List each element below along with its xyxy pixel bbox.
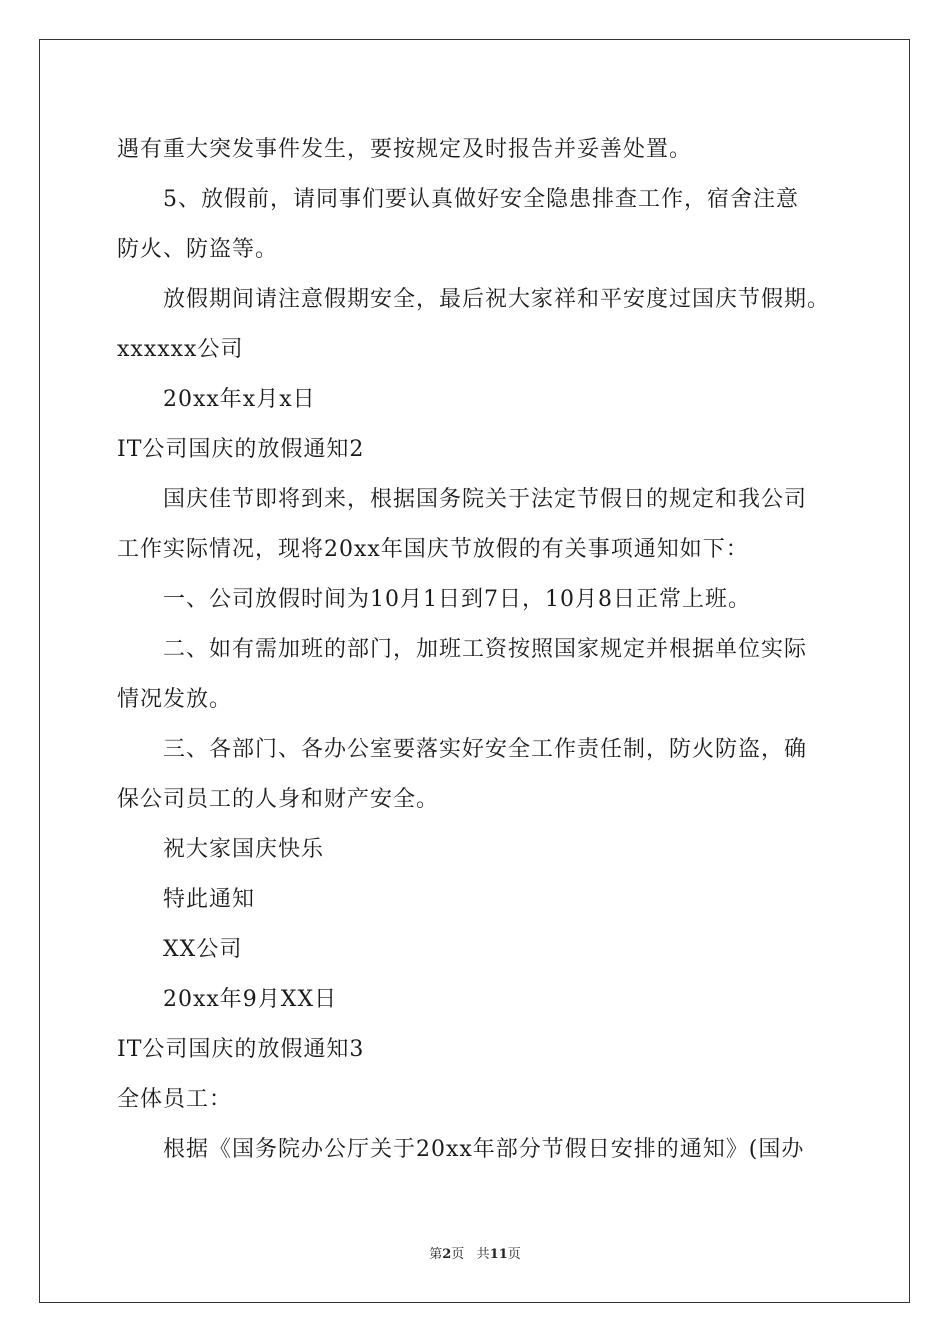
total-suffix: 页 (507, 1247, 521, 1262)
body-line-3: 防火、防盗等。 (117, 237, 279, 262)
page-footer (0, 1246, 950, 1264)
body-line-5: 国庆佳节即将到来，根据国务院关于法定节假日的规定和我公司 (163, 487, 808, 512)
body-line-6: 工作实际情况，现将20xx年国庆节放假的有关事项通知如下： (117, 537, 749, 562)
body-line-8: 二、如有需加班的部门，加班工资按照国家规定并根据单位实际 (163, 637, 808, 662)
total-prefix: 共 (476, 1247, 490, 1262)
section-heading-3: IT公司国庆的放假通知3 (117, 1037, 365, 1062)
body-line-11: 保公司员工的人身和财产安全。 (117, 787, 440, 812)
page-prefix: 第 (429, 1247, 443, 1262)
company-signature-2: XX公司 (163, 937, 243, 962)
body-line-1: 遇有重大突发事件发生，要按规定及时报告并妥善处置。 (117, 137, 693, 162)
body-line-12: 根据《国务院办公厅关于20xx年部分节假日安排的通知》(国办 (163, 1137, 805, 1162)
company-signature: xxxxxx公司 (117, 337, 244, 362)
body-line-4: 放假期间请注意假期安全，最后祝大家祥和平安度过国庆节假期。 (163, 287, 831, 312)
page-number: 2 (442, 1247, 452, 1262)
total-pages: 11 (489, 1247, 508, 1262)
date-line-2: 20xx年9月XX日 (163, 987, 338, 1012)
body-line-10: 三、各部门、各办公室要落实好安全工作责任制，防火防盗，确 (163, 737, 808, 762)
section-heading-2: IT公司国庆的放假通知2 (117, 437, 365, 462)
body-line-2: 5、放假前，请同事们要认真做好安全隐患排查工作，宿舍注意 (163, 187, 799, 212)
notice-line: 特此通知 (163, 887, 256, 912)
body-line-9: 情况发放。 (117, 687, 233, 712)
greeting-line: 祝大家国庆快乐 (163, 837, 325, 862)
date-line: 20xx年x月x日 (163, 387, 316, 412)
salutation-line: 全体员工： (117, 1087, 233, 1112)
body-line-7: 一、公司放假时间为10月1日到7日，10月8日正常上班。 (163, 587, 751, 612)
page-suffix: 页 (451, 1247, 465, 1262)
